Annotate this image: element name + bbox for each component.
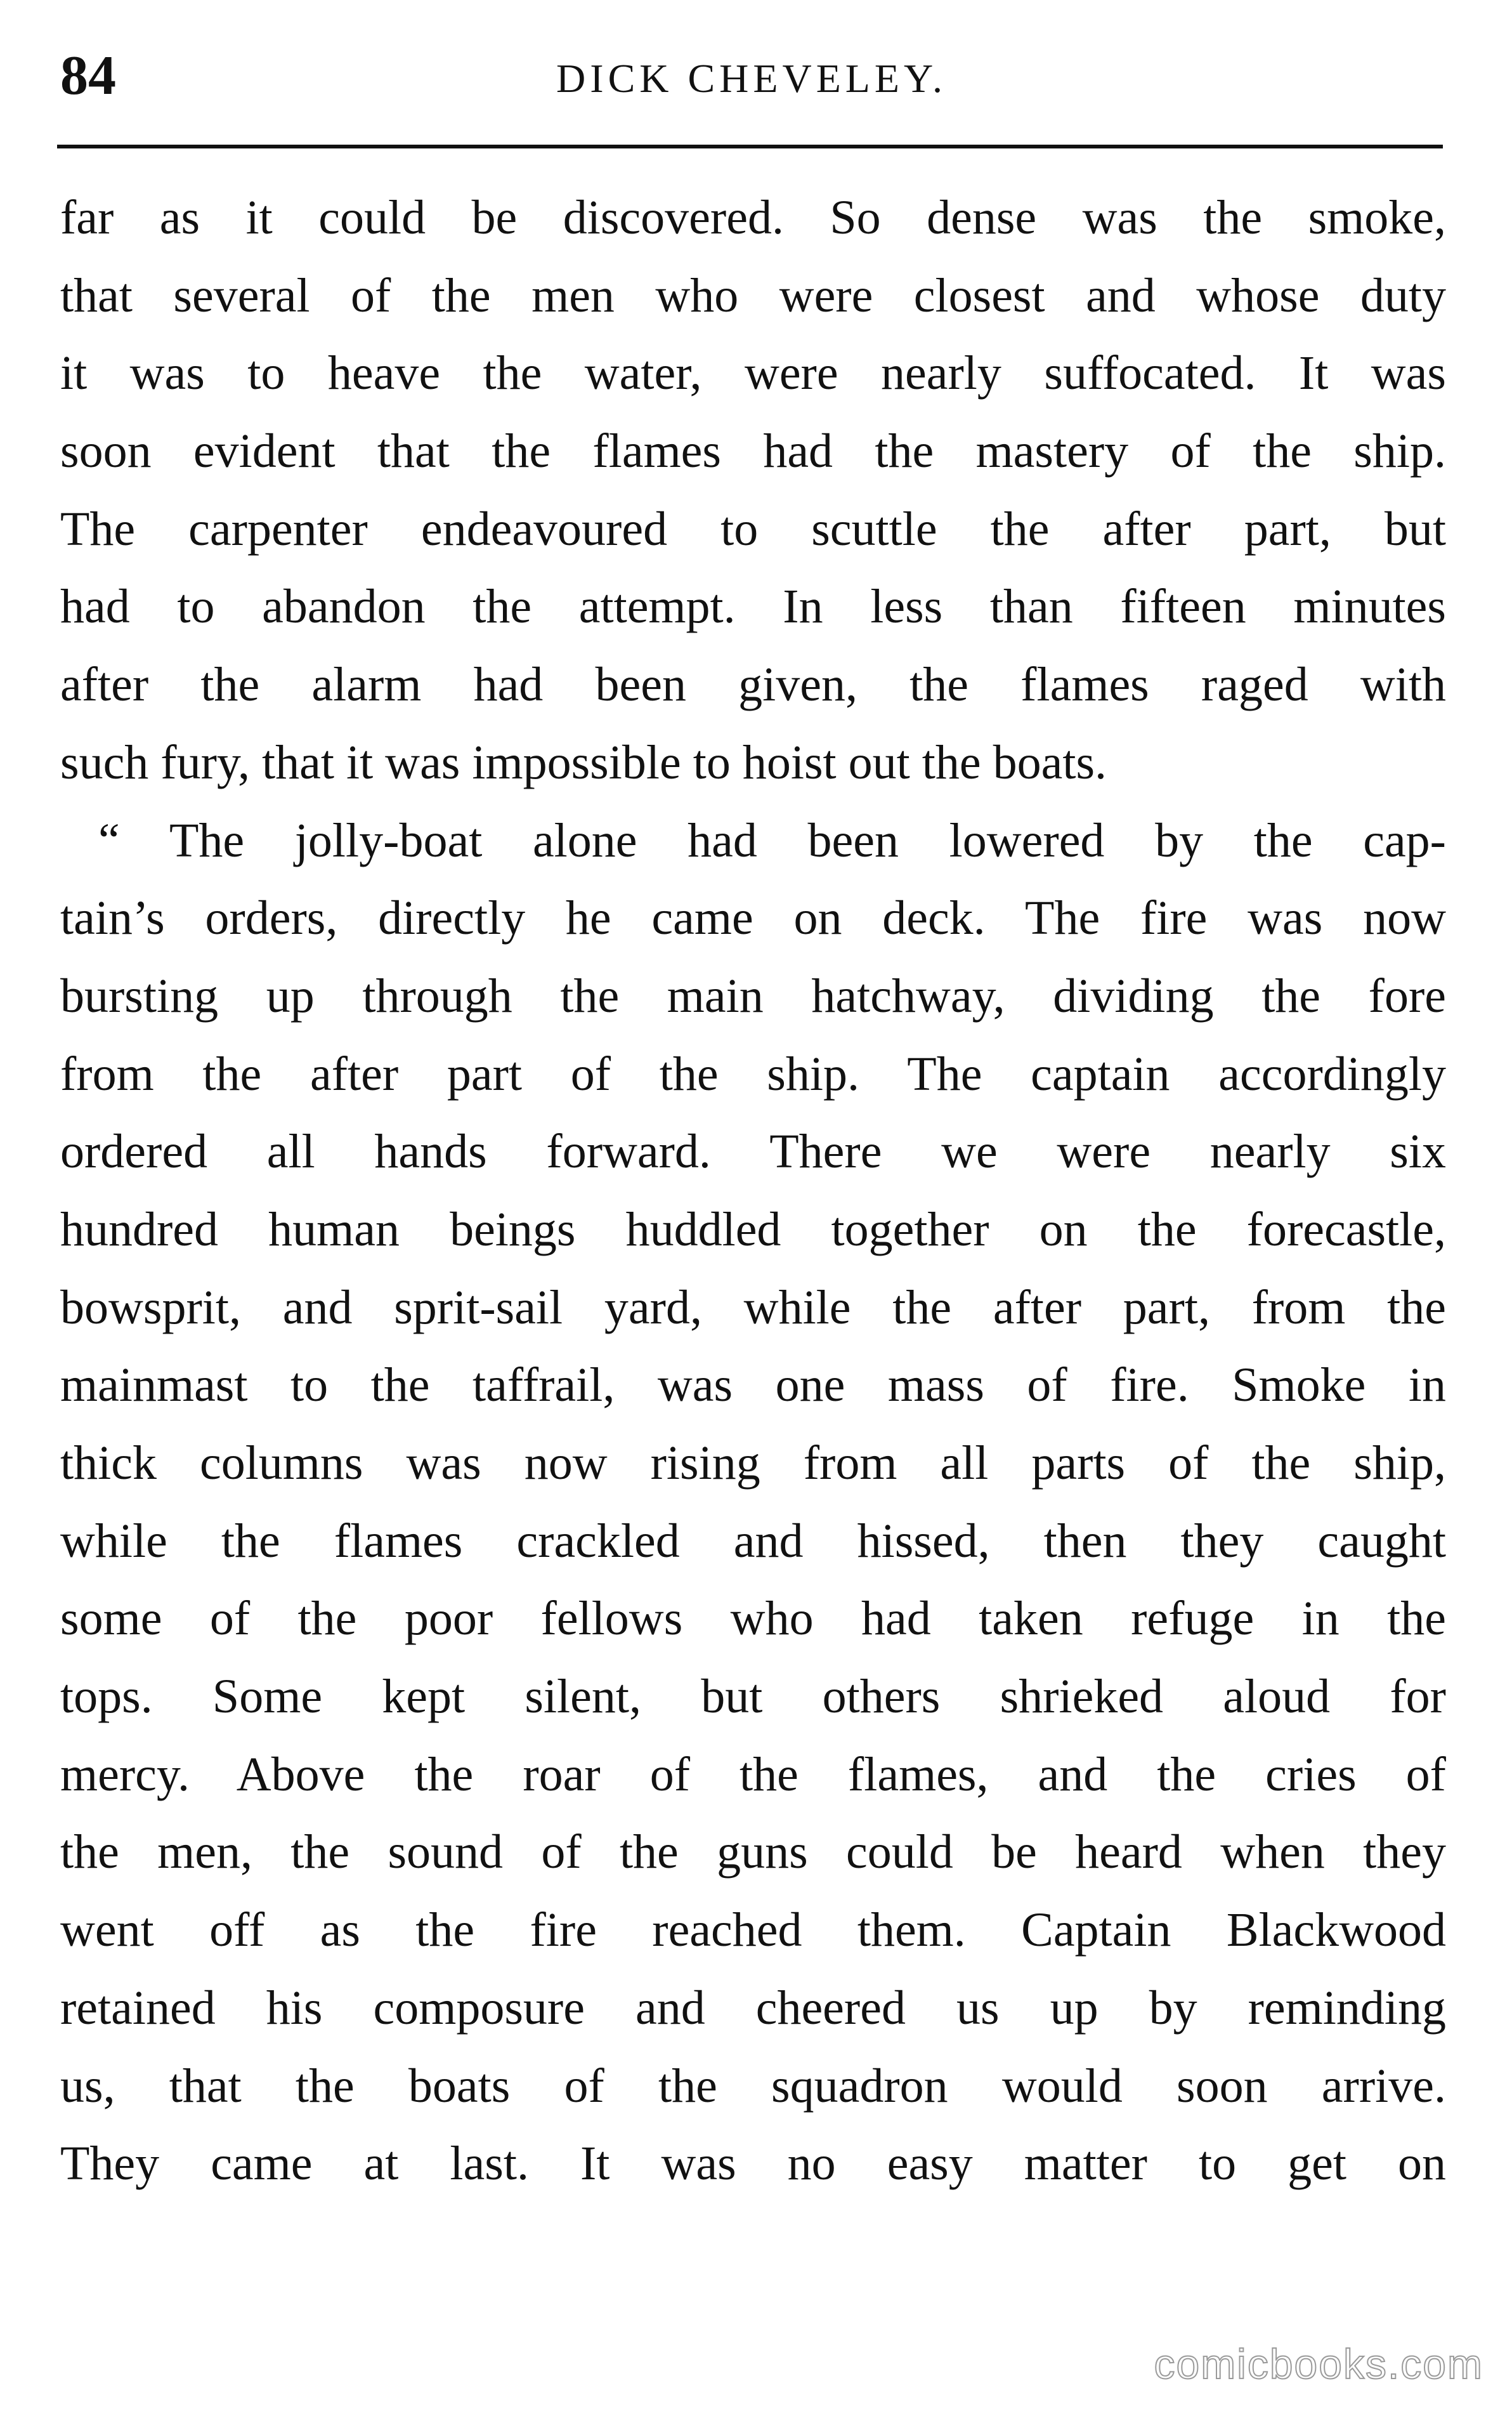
text-line: it was to heave the water, were nearly suffocated. It was: [60, 346, 1446, 400]
text-line: The carpenter endeavoured to scuttle the after part, but: [60, 502, 1446, 556]
body-text: [60, 179, 1446, 2203]
text-line: retained his composure and cheered us up by reminding: [60, 1981, 1446, 2035]
text-line: tain’s orders, directly he came on deck. The fire was now: [60, 891, 1446, 945]
text-line: the men, the sound of the guns could be heard when they: [60, 1825, 1446, 1879]
text-line: bursting up through the main hatchway, dividing the fore: [60, 969, 1446, 1023]
text-line: bowsprit, and sprit-sail yard, while the after part, from the: [60, 1280, 1446, 1334]
running-title: DICK CHEVELEY.: [556, 56, 947, 101]
watermark: comicbooks.com: [1154, 2340, 1483, 2387]
text-line: had to abandon the attempt. In less than fifteen minutes: [60, 580, 1446, 634]
text-line: some of the poor fellows who had taken refuge in the: [60, 1592, 1446, 1646]
text-line: hundred human beings huddled together on the forecastle,: [60, 1202, 1446, 1256]
text-line: soon evident that the flames had the mastery of the ship.: [60, 424, 1446, 478]
header-rule: [57, 145, 1443, 148]
text-line: us, that the boats of the squadron would soon arrive.: [60, 2059, 1446, 2113]
text-line: ordered all hands forward. There we were nearly six: [60, 1125, 1446, 1179]
text-line: while the flames crackled and hissed, then they caught: [60, 1514, 1446, 1568]
text-line: mainmast to the taffrail, was one mass of fire. Smoke in: [60, 1358, 1446, 1412]
text-line: that several of the men who were closest and whose duty: [60, 268, 1446, 322]
text-line: “ The jolly-boat alone had been lowered by the cap-: [98, 813, 1446, 867]
running-header: [60, 39, 1443, 109]
text-line: far as it could be discovered. So dense was the smoke,: [60, 191, 1446, 244]
text-line: such fury, that it was impossible to hoist out the boats.: [60, 735, 1107, 789]
text-line: went off as the fire reached them. Captain Blackwood: [60, 1903, 1446, 1957]
text-line: after the alarm had been given, the flames raged with: [60, 658, 1446, 712]
text-line: They came at last. It was no easy matter to get on: [60, 2137, 1446, 2191]
page-number: 84: [60, 45, 116, 107]
text-line: mercy. Above the roar of the flames, and the cries of: [60, 1747, 1446, 1801]
text-line: thick columns was now rising from all parts of the ship,: [60, 1436, 1446, 1490]
text-line: tops. Some kept silent, but others shrieked aloud for: [60, 1670, 1446, 1724]
text-line: from the after part of the ship. The captain accordingly: [60, 1047, 1446, 1101]
